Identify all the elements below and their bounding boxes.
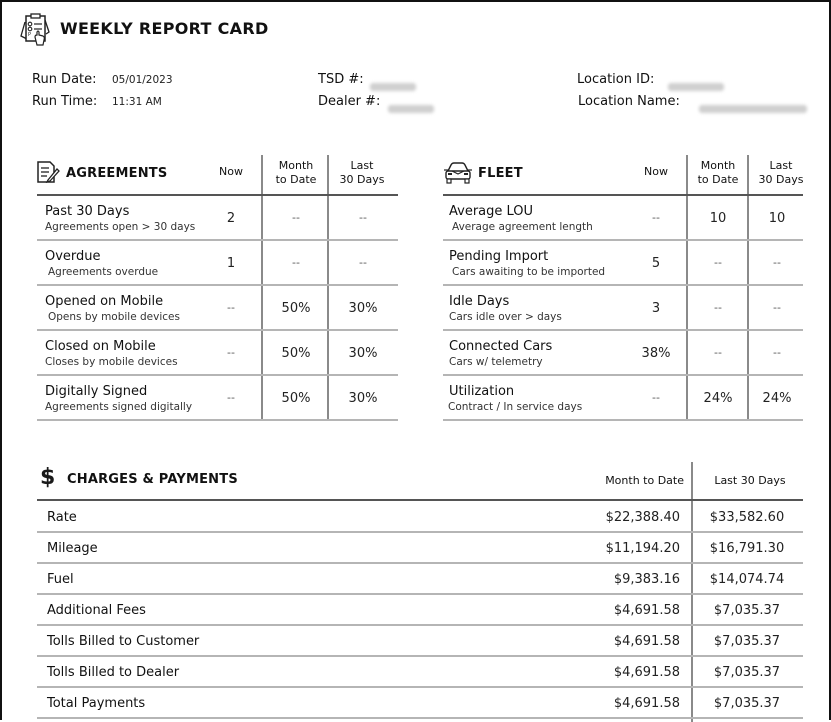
row-divider — [37, 593, 803, 595]
cell-now: -- — [652, 211, 660, 224]
agreements-col-now: Now — [219, 165, 243, 178]
contract-sign-icon — [36, 161, 60, 187]
tsd-label: TSD #: — [318, 72, 364, 87]
cell-last-30-days: -- — [773, 346, 781, 359]
row-title: Pending Import — [449, 249, 549, 264]
cell-last-30-days: $7,035.37 — [713, 634, 781, 649]
cell-last-30-days: $16,791.30 — [709, 541, 785, 556]
cell-now: -- — [652, 391, 660, 404]
cell-now: 5 — [651, 256, 661, 271]
charges-col-mtd: Month to Date — [605, 474, 684, 487]
row-title: Closed on Mobile — [45, 339, 156, 354]
cell-last-30-days: 30% — [348, 346, 378, 361]
col-l30-line1: Last — [769, 159, 793, 172]
row-divider — [443, 329, 803, 331]
row-divider — [443, 374, 803, 376]
row-title: Opened on Mobile — [45, 294, 164, 309]
row-title: Digitally Signed — [45, 384, 148, 399]
row-subtitle: Agreements overdue — [48, 266, 159, 278]
cell-month-to-date: -- — [292, 211, 300, 224]
col-l30-line1: Last — [350, 159, 374, 172]
cell-month-to-date: $4,691.58 — [613, 634, 680, 649]
row-divider — [37, 284, 398, 286]
row-divider — [37, 624, 803, 626]
cell-month-to-date: 24% — [703, 391, 733, 406]
row-divider — [37, 419, 398, 421]
row-title: Connected Cars — [449, 339, 553, 354]
row-subtitle: Cars awaiting to be imported — [452, 266, 606, 278]
cell-last-30-days: $33,582.60 — [709, 510, 785, 525]
header-divider — [37, 194, 398, 196]
cell-last-30-days: -- — [773, 256, 781, 269]
cell-last-30-days: 30% — [348, 391, 378, 406]
cell-last-30-days: $7,035.37 — [713, 696, 781, 711]
charge-label: Fuel — [47, 572, 74, 587]
row-divider — [37, 531, 803, 533]
run-time-value: 11:31 AM — [112, 96, 162, 108]
col-l30-line2: 30 Days — [339, 173, 385, 186]
cell-now: 2 — [226, 211, 236, 226]
report-card-icon — [19, 12, 51, 46]
charge-label: Rate — [47, 510, 77, 525]
cell-month-to-date: $4,691.58 — [613, 603, 680, 618]
cell-now: -- — [227, 301, 235, 314]
cell-month-to-date: $22,388.40 — [605, 510, 680, 525]
row-divider — [37, 717, 803, 719]
cell-last-30-days: -- — [773, 301, 781, 314]
dealer-label: Dealer #: — [318, 94, 381, 109]
fleet-col-now: Now — [644, 165, 668, 178]
cell-month-to-date: $4,691.58 — [613, 696, 680, 711]
charges-col-l30: Last 30 Days — [714, 474, 786, 487]
cell-now: 38% — [641, 346, 671, 361]
col-mtd-line1: Month — [278, 159, 314, 172]
cell-month-to-date: 10 — [709, 211, 727, 226]
header-divider — [443, 194, 803, 196]
row-subtitle: Cars idle over > days — [449, 311, 562, 323]
cell-month-to-date: 50% — [281, 301, 311, 316]
cell-month-to-date: -- — [292, 256, 300, 269]
row-title: Past 30 Days — [45, 204, 130, 219]
charge-label: Tolls Billed to Dealer — [47, 665, 180, 680]
fleet-title: FLEET — [478, 166, 523, 181]
row-title: Overdue — [45, 249, 101, 264]
cell-month-to-date: $11,194.20 — [605, 541, 680, 556]
row-divider — [37, 329, 398, 331]
row-divider — [443, 239, 803, 241]
car-icon — [444, 162, 472, 188]
row-subtitle: Contract / In service days — [448, 401, 583, 413]
cell-last-30-days: 10 — [768, 211, 786, 226]
cell-month-to-date: 50% — [281, 391, 311, 406]
location-id-label: Location ID: — [577, 72, 655, 87]
charge-label: Additional Fees — [47, 603, 146, 618]
cell-last-30-days: -- — [359, 256, 367, 269]
cell-last-30-days: $7,035.37 — [713, 665, 781, 680]
cell-now: 3 — [651, 301, 661, 316]
cell-last-30-days: $7,035.37 — [713, 603, 781, 618]
svg-text:P: P — [28, 32, 32, 38]
row-divider — [443, 419, 803, 421]
run-time-label: Run Time: — [32, 94, 98, 109]
cell-last-30-days: $14,074.74 — [709, 572, 785, 587]
cell-month-to-date: -- — [714, 301, 722, 314]
row-title: Idle Days — [449, 294, 510, 309]
row-divider — [37, 562, 803, 564]
agreements-col-mtd — [264, 159, 328, 187]
row-subtitle: Closes by mobile devices — [45, 356, 178, 368]
row-subtitle: Agreements signed digitally — [45, 401, 193, 413]
run-date-value: 05/01/2023 — [112, 74, 173, 86]
cell-last-30-days: -- — [359, 211, 367, 224]
agreements-title: AGREEMENTS — [66, 166, 168, 181]
charges-title: CHARGES & PAYMENTS — [67, 472, 238, 487]
dealer-value — [388, 98, 434, 117]
cell-now: -- — [227, 391, 235, 404]
row-divider — [37, 686, 803, 688]
cell-month-to-date: $9,383.16 — [613, 572, 680, 587]
cell-month-to-date: $4,691.58 — [613, 665, 680, 680]
run-date-label: Run Date: — [32, 72, 97, 87]
row-divider — [443, 284, 803, 286]
fleet-col-mtd — [688, 159, 748, 187]
charge-label: Mileage — [47, 541, 98, 556]
row-divider — [37, 655, 803, 657]
location-id-value — [668, 76, 724, 95]
tsd-value — [370, 76, 416, 95]
location-name-label: Location Name: — [578, 94, 680, 109]
cell-last-30-days: 30% — [348, 301, 378, 316]
cell-last-30-days: 24% — [762, 391, 792, 406]
cell-now: -- — [227, 346, 235, 359]
cell-month-to-date: -- — [714, 256, 722, 269]
cell-month-to-date: 50% — [281, 346, 311, 361]
col-mtd-line2: to Date — [275, 173, 317, 186]
fleet-col-l30 — [752, 159, 810, 187]
cell-now: 1 — [226, 256, 236, 271]
dollar-icon: $ — [40, 465, 56, 490]
agreements-col-l30 — [330, 159, 394, 187]
column-divider — [691, 462, 693, 722]
row-title: Average LOU — [449, 204, 534, 219]
col-mtd-line2: to Date — [697, 173, 739, 186]
charge-label: Tolls Billed to Customer — [47, 634, 200, 649]
row-subtitle: Average agreement length — [452, 221, 593, 233]
row-title: Utilization — [449, 384, 515, 399]
location-name-value — [699, 98, 807, 117]
row-divider — [37, 374, 398, 376]
row-subtitle: Cars w/ telemetry — [449, 356, 543, 368]
col-mtd-line1: Month — [700, 159, 736, 172]
page-title: WEEKLY REPORT CARD — [60, 19, 269, 38]
col-l30-line2: 30 Days — [758, 173, 804, 186]
row-subtitle: Agreements open > 30 days — [45, 221, 196, 233]
cell-month-to-date: -- — [714, 346, 722, 359]
row-divider — [37, 239, 398, 241]
charge-label: Total Payments — [47, 696, 146, 711]
header-divider — [37, 499, 803, 501]
row-subtitle: Opens by mobile devices — [48, 311, 180, 323]
